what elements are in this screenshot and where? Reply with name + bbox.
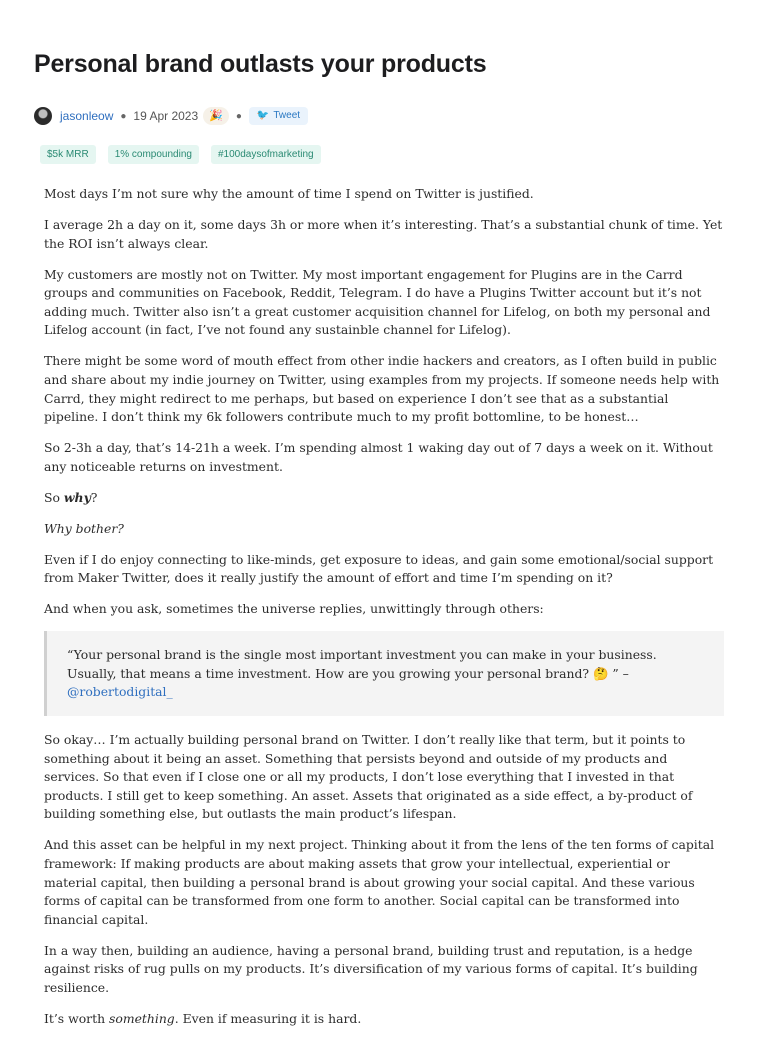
separator-dot: ● [120,110,127,122]
emphasis: why [63,489,91,505]
emphasis: something [109,1010,175,1026]
paragraph: So okay… I’m actually building personal brand on Twitter. I don’t really like that term, but it points to something about it being an asset. Something that persists beyond and outside of my products and services. So that even if I close one or all my products, I don’t lose everything that I invested in that products. I still get to keep something. An asset. Assets that originated as a side effect, a by-product of building something else, but outlasts the main product’s lifespan. [44,731,693,822]
text: . Even if measuring it is hard. [174,1010,362,1026]
twitter-bird-icon: 🐦 [256,110,270,121]
paragraph: There might be some word of mouth effect from other indie hackers and creators, as I often build in public and share about my indie journey on Twitter, using examples from my projects. If someone needs help with Carrd, they might redirect to me perhaps, but based on experience I don’t see that as a substantial pipeline. I don’t think my 6k followers contribute much to my profit bottomline, to be honest… [44,353,720,425]
quote-text: “Your personal brand is the single most important investment you can make in your business. Usually, that means a time investment. How are you growing your personal brand? 🤔 ” – [67,647,657,681]
text: So [44,489,64,505]
author-link[interactable]: jasonleow [60,109,114,123]
paragraph: So 2-3h a day, that’s 14-21h a week. I’m spending almost 1 waking day out of 7 days a week on it. Without any noticeable returns on investment. [44,440,713,474]
paragraph-why-bother [44,520,724,539]
text: It’s worth [44,1010,109,1026]
reaction-badge[interactable]: 🎉 [203,107,229,125]
tag[interactable]: 1% compounding [108,145,199,164]
article-body [44,185,724,1041]
tweet-button[interactable] [249,107,308,125]
tag[interactable]: $5k MRR [40,145,96,164]
separator-dot: ● [235,110,242,122]
tweet-button-label: Tweet [273,110,301,121]
paragraph: My customers are mostly not on Twitter. My most important engagement for Plugins are in the Carrd groups and communities on Facebook, Reddit, Telegram. I do have a Plugins Twitter account but it’s not adding much. Twitter also isn’t a great customer acquisition channel for Lifelog, on both my personal and Lifelog account (in fact, I’ve not found any sustainble channel for Lifelog). [44,266,711,338]
paragraph-closing [44,1010,724,1029]
paragraph: Most days I’m not sure why the amount of time I spend on Twitter is justified. [44,186,534,201]
paragraph: In a way then, building an audience, having a personal brand, building trust and reputation, is a hedge against risks of rug pulls on my products. It’s diversification of my various forms of capital. It’s building resilience. [44,942,698,995]
post-date: 19 Apr 2023 [133,109,199,123]
paragraph: Even if I do enjoy connecting to like-minds, get exposure to ideas, and gain some emotional/social support from Maker Twitter, does it really justify the amount of effort and time I’m spending on it? [44,551,714,586]
quote-author-link[interactable]: @robertodigital_ [67,684,173,700]
paragraph: And when you ask, sometimes the universe replies, unwittingly through others: [44,601,544,617]
paragraph-so-why [44,489,724,508]
tag[interactable]: #100daysofmarketing [211,145,321,164]
tag-list [40,145,321,164]
article-meta [34,106,308,126]
blockquote [44,631,724,716]
paragraph: I average 2h a day on it, some days 3h or more when it’s interesting. That’s a substantial chunk of time. Yet the ROI isn’t always clear. [44,216,723,251]
emphasis: Why bother? [44,520,124,536]
user-avatar[interactable] [34,107,52,125]
text: ? [90,489,98,505]
page-title: Personal brand outlasts your products [34,50,487,78]
paragraph: And this asset can be helpful in my next project. Thinking about it from the lens of the ten forms of capital framework: If making products are about making assets that grow your intellectual, experiential or material capital, then building a personal brand is about growing your social capital. And these various forms of capital can be transformed from one form to another. Social capital can be transformed into financial capital. [44,837,715,927]
